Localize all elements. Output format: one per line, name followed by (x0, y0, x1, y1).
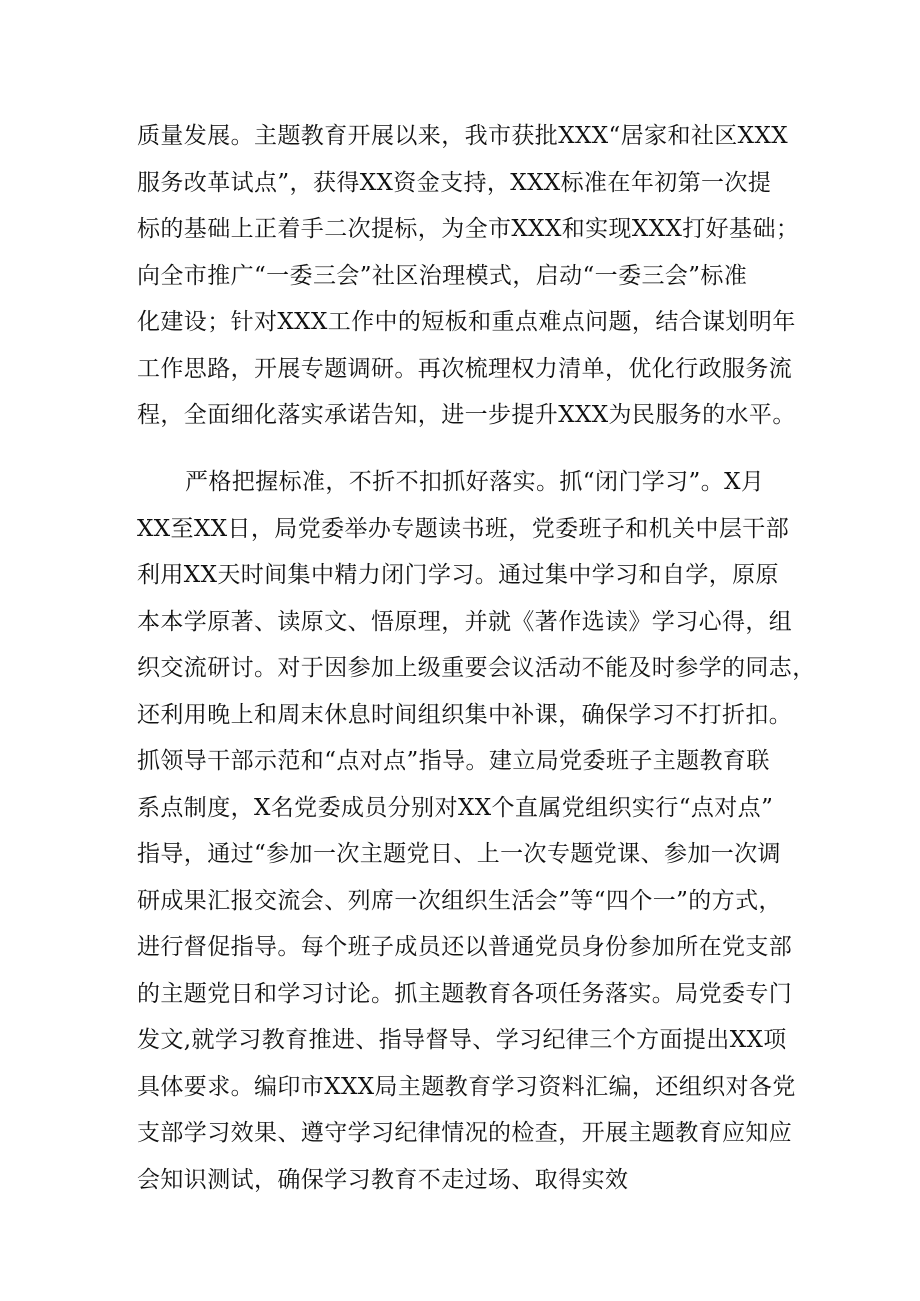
paragraph-2 (137, 459, 817, 1203)
text-line: 服务改革试点”，获得XX资金支持，XXX标准在年初第一次提 (137, 169, 772, 196)
text-line: 还利用晚上和周末休息时间组织集中补课，确保学习不打折扣。 (137, 701, 793, 728)
text-line: XX至XX日，局党委举办专题读书班，党委班子和机关中层干部 (137, 515, 790, 542)
paragraph-1 (137, 113, 817, 439)
text-line: 会知识测试，确保学习教育不走过场、取得实效 (137, 1166, 629, 1193)
text-line: 质量发展。主题教育开展以来，我市获批XXX“居家和社区XXX (137, 123, 789, 149)
text-line: 织交流研讨。对于因参加上级重要会议活动不能及时参学的同志， (137, 655, 816, 681)
text-line: 支部学习效果、遵守学习纪律情况的检查，开展主题教育应知应 (137, 1120, 793, 1146)
text-line: 系点制度，X名党委成员分别对XX个直属党组织实行“点对点” (137, 794, 774, 821)
text-line: 研成果汇报交流会、列席一次组织生活会”等“四个一”的方式， (137, 887, 782, 914)
text-line: 标的基础上正着手二次提标，为全市XXX和实现XXX打好基础； (137, 216, 800, 242)
text-line: 的主题党日和学习讨论。抓主题教育各项任务落实。局党委专门 (137, 980, 793, 1007)
text-line: 化建设；针对XXX工作中的短板和重点难点问题，结合谋划明年 (137, 309, 796, 335)
text-line: 指导，通过“参加一次主题党日、上一次专题党课、参加一次调 (137, 841, 781, 867)
text-line: 向全市推广“一委三会”社区治理模式，启动“一委三会”标准 (137, 262, 748, 289)
text-line-first: 严格把握标准，不折不扣抓好落实。抓“闭门学习”。X月 (185, 469, 765, 495)
text-line: 进行督促指导。每个班子成员还以普通党员身份参加所在党支部 (137, 934, 793, 960)
text-line: 具体要求。编印市XXX局主题教育学习资料汇编，还组织对各党 (137, 1073, 796, 1100)
text-line: 发文,就学习教育推进、指导督导、学习纪律三个方面提出XX项 (137, 1027, 787, 1053)
text-line: 程，全面细化落实承诺告知，进一步提升XXX为民服务的水平。 (137, 402, 796, 428)
text-line: 工作思路，开展专题调研。再次梳理权力清单，优化行政服务流 (137, 355, 793, 382)
text-line: 利用XX天时间集中精力闭门学习。通过集中学习和自学，原原 (137, 562, 779, 588)
text-line: 抓领导干部示范和“点对点”指导。建立局党委班子主题教育联 (137, 748, 770, 774)
text-line: 本本学原著、读原文、悟原理，并就《著作选读》学习心得，组 (137, 608, 793, 635)
